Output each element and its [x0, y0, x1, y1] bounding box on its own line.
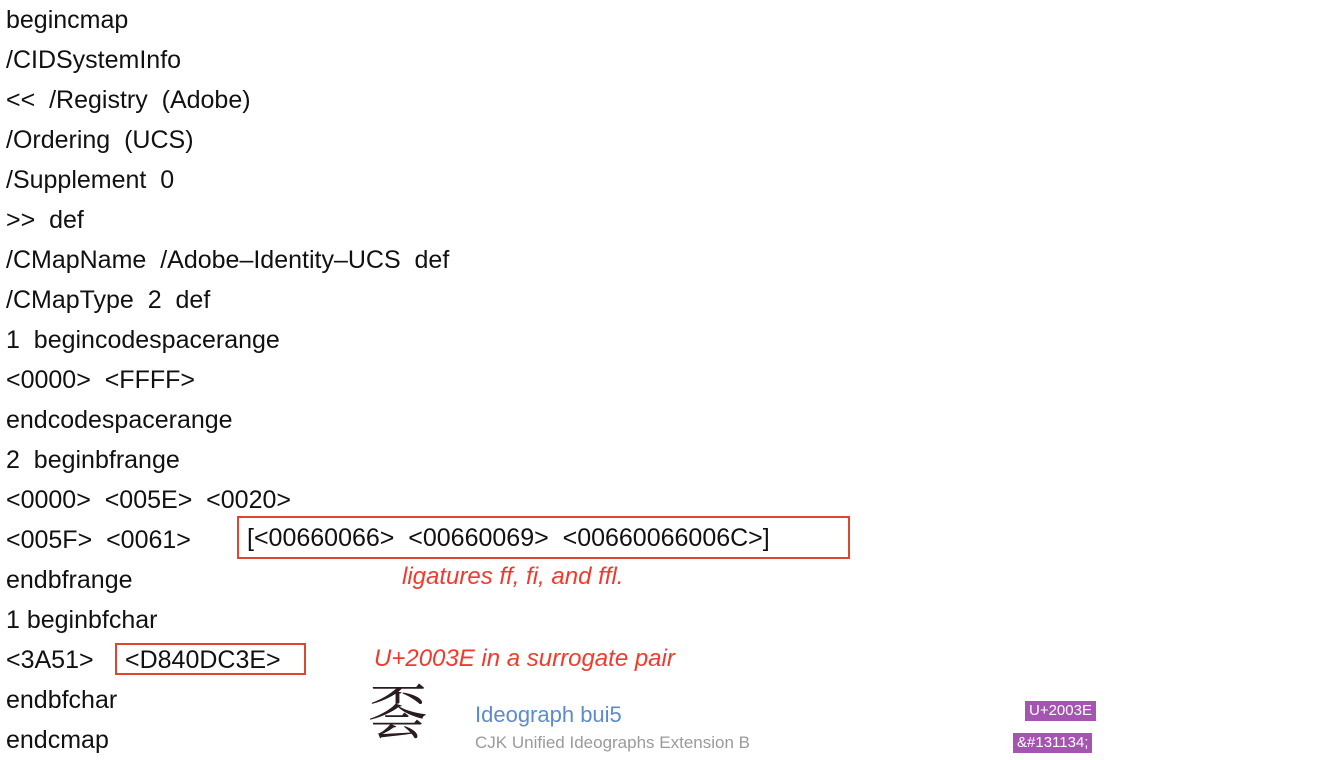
code-line-codespace-range: <0000> <FFFF> [6, 366, 195, 394]
entity-badge: &#131134; [1013, 733, 1092, 753]
code-line-beginbfrange: 2 beginbfrange [6, 446, 180, 474]
code-line-endcodespace: endcodespacerange [6, 406, 233, 434]
code-line-bfchar-src: <3A51> [6, 646, 94, 674]
ideograph-glyph: 𠀾 [368, 679, 428, 749]
surrogate-value-highlight: <D840DC3E> [115, 643, 306, 675]
code-line-endcmap: endcmap [6, 726, 109, 754]
ideograph-block-label: CJK Unified Ideographs Extension B [475, 733, 750, 752]
code-line-registry: << /Registry (Adobe) [6, 86, 251, 114]
code-line-cmapname: /CMapName /Adobe–Identity–UCS def [6, 246, 450, 274]
code-line-bfrange-1: <0000> <005E> <0020> [6, 486, 291, 514]
surrogate-annotation: U+2003E in a surrogate pair [374, 645, 675, 672]
code-line-beginbfchar: 1 beginbfchar [6, 606, 158, 634]
code-line-begincodespace: 1 begincodespacerange [6, 326, 280, 354]
code-line-supplement: /Supplement 0 [6, 166, 175, 194]
code-line-endbfchar: endbfchar [6, 686, 118, 714]
codepoint-badge: U+2003E [1025, 701, 1096, 721]
code-line-endbfrange: endbfrange [6, 566, 133, 594]
code-line-cmaptype: /CMapType 2 def [6, 286, 211, 314]
code-line-cidsysteminfo: /CIDSystemInfo [6, 46, 182, 74]
code-line-ordering: /Ordering (UCS) [6, 126, 194, 154]
code-line-begincmap: begincmap [6, 6, 129, 34]
ideograph-name-link[interactable]: Ideograph bui5 [475, 702, 622, 727]
code-line-bfrange-2: <005F> <0061> [6, 526, 191, 554]
ligature-array-highlight: [<00660066> <00660069> <00660066006C>] [237, 516, 850, 559]
ligatures-annotation: ligatures ff, fi, and ffl. [402, 563, 624, 590]
code-line-def: >> def [6, 206, 84, 234]
